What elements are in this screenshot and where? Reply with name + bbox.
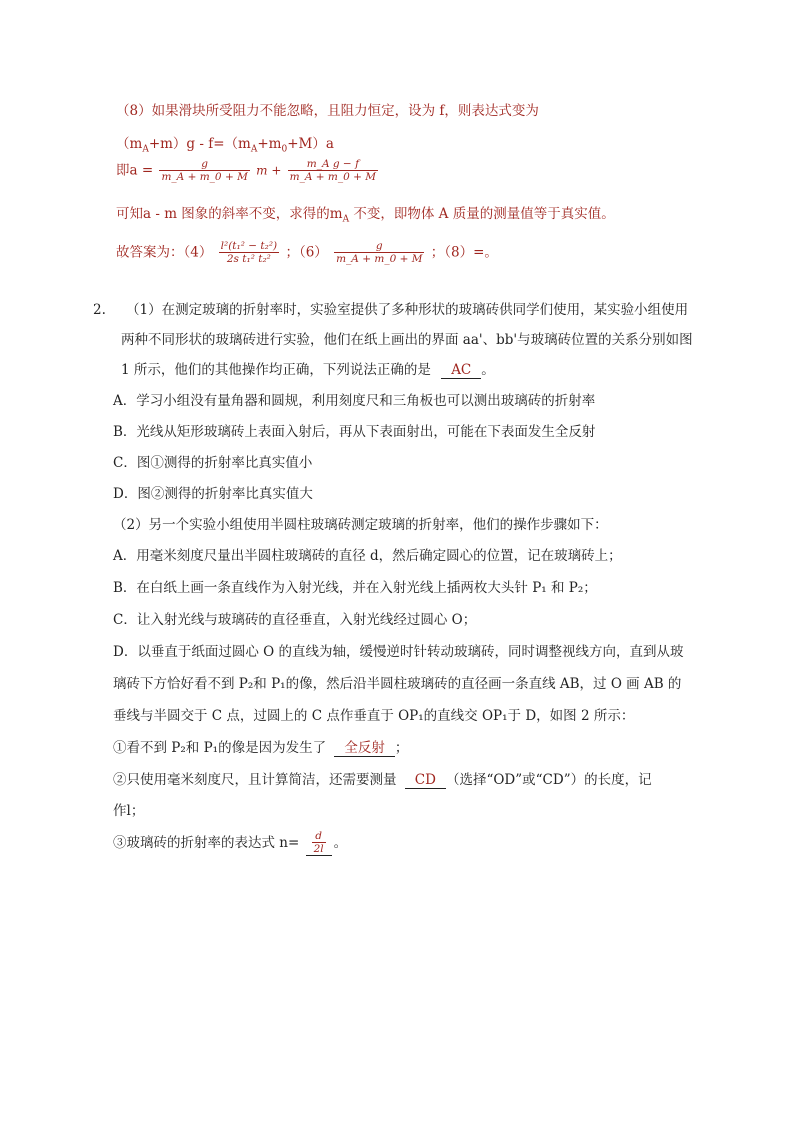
step-d-line-2-text: 璃砖下方恰好看不到 P₂和 P₁的像，然后沿半圆柱玻璃砖的直径画一条直线 AB，过 O 画 AB 的 — [113, 676, 682, 692]
subquestion-2-answer: CD — [405, 773, 446, 789]
answer-end: ；（8）=。 — [430, 244, 498, 261]
subquestion-2-end: （选择“OD”或“CD”）的长度，记 — [445, 772, 652, 788]
option-c-text: C．图①测得的折射率比真实值小 — [113, 455, 313, 471]
subquestion-2-line-2 — [113, 803, 144, 819]
subquestion-3-text: ③玻璃砖的折射率的表达式 n= — [113, 834, 300, 851]
part1-line-2-text: 两种不同形状的玻璃砖进行实验，他们在纸上画出的界面 aa'、bb'与玻璃砖位置的关系分别如图 — [121, 332, 693, 348]
eq-sub-a: A — [142, 144, 149, 155]
subquestion-3-fraction — [306, 830, 332, 856]
subquestion-2-line-2-text: 作l； — [113, 803, 145, 819]
eq-part-a: （m — [116, 136, 143, 152]
part1-end: 。 — [481, 362, 495, 378]
question-number-text: 2. — [93, 302, 106, 318]
step-a-text: A．用毫米刻度尺量出半圆柱玻璃砖的直径 d，然后确定圆心的位置，记在玻璃砖上； — [113, 548, 622, 564]
eq-a-prefix: 即a = — [116, 162, 154, 179]
step-d-line-1-text: D．以垂直于纸面过圆心 O 的直线为轴，缓慢逆时针转动玻璃砖，同时调整视线方向，直到从玻 — [113, 644, 684, 660]
solution-line-1 — [116, 103, 539, 119]
eq-a-mid: m + — [256, 163, 282, 178]
part1-line-3 — [121, 362, 495, 379]
fraction-2-denominator: m_A + m_0 + M — [289, 171, 377, 184]
question-number — [93, 302, 106, 318]
option-d — [113, 486, 313, 502]
subquestion-2-text: ②只使用毫米刻度尺，且计算简洁，还需要测量 — [113, 772, 397, 788]
step-b-text: B．在白纸上画一条直线作为入射光线，并在入射光线上插两枚大头针 P₁ 和 P₂； — [113, 580, 597, 596]
option-c — [113, 455, 312, 471]
answer-6-denominator: m_A + m_0 + M — [336, 253, 423, 266]
part1-line-1-text: （1）在测定玻璃的折射率时，实验室提供了多种形状的玻璃砖供同学们使用，某实验小组使用 — [126, 302, 689, 318]
eq-sub-0: 0 — [281, 144, 288, 155]
answer-4-numerator: l²(t₁² − t₂²) — [220, 240, 278, 252]
fraction-2-numerator: m_A g − f — [306, 158, 359, 170]
fraction-1-denominator: m_A + m_0 + M — [161, 171, 248, 184]
fraction-1 — [159, 158, 249, 183]
answer-4-denominator: 2s t₁² t₂² — [219, 252, 280, 265]
step-d-line-3-text: 垂线与半圆交于 C 点，过圆上的 C 点作垂直于 OP₁的直线交 OP₁于 D，如图 2 所示： — [113, 708, 635, 724]
answer-prefix: 故答案为：（4） — [116, 244, 213, 261]
solution-equation-a — [116, 158, 380, 183]
answer-6-fraction — [334, 240, 424, 265]
answer-6-label: ；（6） — [285, 244, 328, 261]
conclusion-sub: A — [342, 214, 350, 225]
solution-answers — [116, 240, 498, 265]
conclusion-end: 不变，即物体 A 质量的测量值等于真实值。 — [349, 206, 615, 222]
option-a — [113, 393, 595, 409]
option-a-text: A．学习小组没有量角器和圆规，利用刻度尺和三角板也可以测出玻璃砖的折射率 — [113, 393, 596, 409]
step-c — [113, 612, 476, 628]
option-b-text: B．光线从矩形玻璃砖上表面入射后，再从下表面射出，可能在下表面发生全反射 — [113, 424, 596, 440]
step-b — [113, 580, 597, 596]
option-b — [113, 424, 595, 440]
eq-sub-a2: A — [250, 144, 258, 155]
subquestion-2 — [113, 772, 652, 789]
solution-line-1-text: （8）如果滑块所受阻力不能忽略，且阻力恒定，设为 f，则表达式变为 — [116, 103, 539, 119]
step-a — [113, 548, 622, 564]
solution-conclusion — [116, 206, 615, 225]
part1-line-1 — [126, 302, 688, 318]
eq-part-c: +m — [257, 136, 282, 152]
subquestion-3-denominator: 2l — [313, 843, 324, 856]
part1-line-3-text: 1 所示，他们的其他操作均正确，下列说法正确的是 — [121, 362, 431, 378]
step-d-line-2 — [113, 676, 681, 692]
subquestion-1-end: ； — [394, 740, 409, 756]
step-d-line-1 — [113, 644, 683, 660]
subquestion-1 — [113, 740, 408, 757]
answer-4-fraction — [219, 240, 280, 265]
option-d-text: D．图②测得的折射率比真实值大 — [113, 486, 313, 502]
part1-answer: AC — [441, 363, 481, 379]
subquestion-3 — [113, 830, 347, 856]
eq-part-b: +m）g - f=（m — [148, 136, 251, 152]
fraction-1-numerator: g — [201, 158, 208, 170]
solution-equation-force — [116, 136, 334, 155]
step-d-line-3 — [113, 708, 634, 724]
subquestion-3-end: 。 — [333, 834, 348, 851]
subquestion-1-answer: 全反射 — [334, 741, 395, 757]
part2-intro — [113, 517, 608, 533]
conclusion-text: 可知a - m 图象的斜率不变，求得的m — [116, 206, 343, 222]
fraction-2 — [288, 158, 378, 183]
answer-6-numerator: g — [375, 240, 383, 252]
part1-line-2 — [121, 332, 693, 348]
subquestion-3-numerator: d — [315, 830, 322, 842]
step-c-text: C．让入射光线与玻璃砖的直径垂直，入射光线经过圆心 O； — [113, 612, 477, 628]
eq-part-d: +M）a — [287, 136, 334, 152]
subquestion-1-text: ①看不到 P₂和 P₁的像是因为发生了 — [113, 740, 327, 756]
part2-intro-text: （2）另一个实验小组使用半圆柱玻璃砖测定玻璃的折射率，他们的操作步骤如下： — [113, 517, 608, 533]
